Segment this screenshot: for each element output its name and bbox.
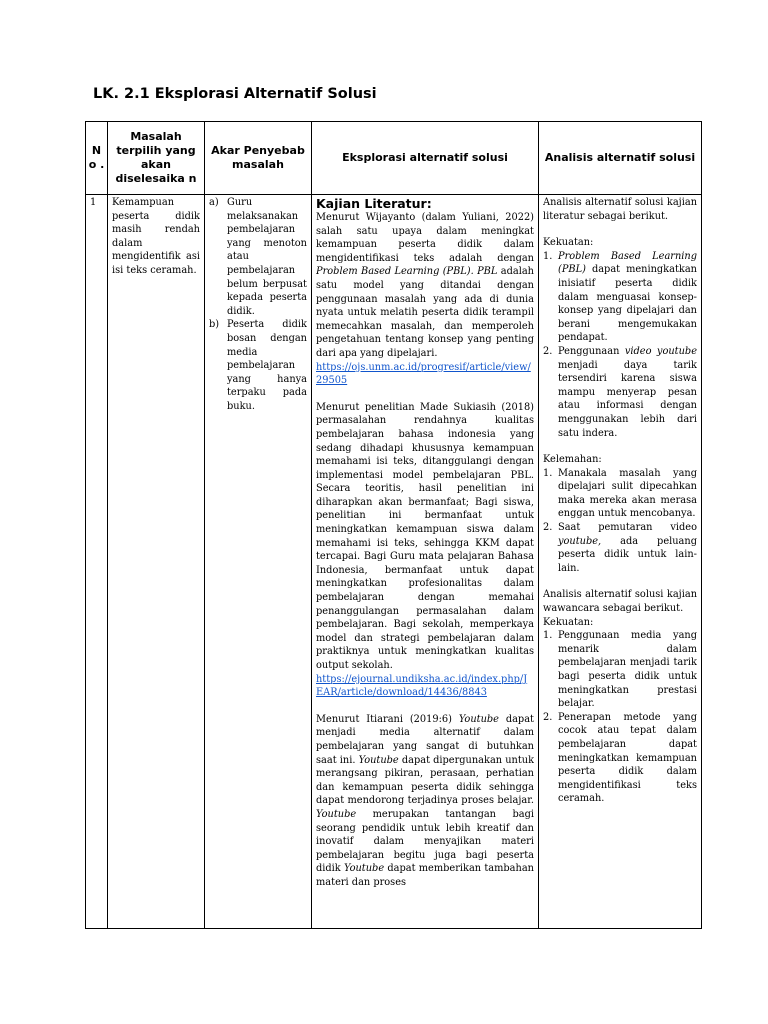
link-ojs-unm[interactable]: https://ojs.unm.ac.id/progresif/article/view/29505 (316, 361, 531, 387)
akar-text: Peserta didik bosan dengan media pembelajaran yang hanya terpaku pada buku. (227, 319, 307, 412)
header-analisis: Analisis alternatif solusi (539, 122, 702, 195)
kekuatan-label-2: Kekuatan: (543, 616, 594, 628)
kekuatan-label: Kekuatan: (543, 237, 594, 249)
kelemahan-label: Kelemahan: (543, 454, 602, 466)
paragraph-sukiasih: Menurut penelitian Made Sukiasih (2018) permasalahan rendahnya kualitas pembelajaran bahasa indonesia yang sedang dihadapi khususnya kemampuan memahami isi teks, ditanggulangi dengan implementasi model pembelajaran PBL. Secara teoritis, hasil penelitian ini diharapkan akan bermanfaat; Bagi siswa, penelitian ini bermanfaat untuk meningkatkan kemampuan siswa dalam memahami isi teks, sehingga KKM dapat tercapai. Bagi Guru mata pelajaran Bahasa Indonesia, bermanfaat untuk dapat meningkatkan profesionalitas dalam pembelajaran dengan memahai penanggulangan permasalahan dalam pembelajaran. Bagi sekolah, memperkaya model dan strategi pembelajaran dalam praktiknya untuk meningkatkan kualitas output sekolah. (316, 401, 534, 671)
akar-text: Guru melaksanakan pembelajaran yang menoton atau pembelajaran belum berpusat kepada peserta didik. (227, 197, 307, 317)
analisis-intro-literatur: Analisis alternatif solusi kajian literatur sebagai berikut. (543, 197, 697, 222)
analisis-intro-wawancara: Analisis alternatif solusi kajian wawancara sebagai berikut. (543, 589, 697, 615)
list-item: 2. Saat pemutaran video youtube, ada peluang peserta didik untuk lain-lain. (543, 522, 697, 574)
header-row (86, 122, 702, 195)
list-item: 1. Manakala masalah yang dipelajari sulit dipecahkan maka mereka akan merasa enggan untuk mencobanya. (543, 467, 697, 520)
kajian-heading: Kajian Literatur: (316, 196, 432, 211)
list-item: 1. Penggunaan media yang menarik dalam pembelajaran menjadi tarik bagi peserta didik untuk meningkatkan prestasi belajar. (543, 630, 697, 710)
link-ejournal-undiksha[interactable]: https://ejournal.undiksha.ac.id/index.php/JEAR/article/download/14436/8843 (316, 673, 528, 699)
paragraph-itiarani: Menurut Itiarani (2019:6) Youtube dapat menjadi media alternatif dalam pembelajaran yang sangat di butuhkan saat ini. Youtube dapat dipergunakan untuk merangsang pikiran, perasaan, perhatian dan kemampuan peserta didik sehingga dapat mendorong terjadinya proses belajar. Youtube merupakan tantangan bagi seorang pendidik untuk lebih kreatif dan inovatif dalam menyajikan materi pembelajaran begitu juga bagi peserta didik Youtube dapat memberikan tambahan materi dan proses (316, 713, 534, 888)
list-item: 2. Penggunaan video youtube menjadi daya tarik tersendiri karena siswa mampu menyerap pesan atau informasi dengan menggunakan lebih dari satu indera. (543, 345, 697, 439)
paragraph-wijayanto: Menurut Wijayanto (dalam Yuliani, 2022) salah satu upaya dalam meningkat kemampuan peserta didik dalam mengidentifikasi teks adalah dengan Problem Based Learning (PBL). PBL adalah satu model yang ditandai dengan penggunaan masalah yang ada di dunia nyata untuk melatih peserta didik terampil memecahkan masalah, dan memperoleh pengetahuan tentang konsep yang penting dari apa yang dipelajari. (316, 212, 534, 359)
cell-masalah: Kemampuan peserta didik masih rendah dalam mengidentifik asi isi teks ceramah. (108, 195, 205, 929)
table-row (86, 195, 702, 929)
header-eksplorasi: Eksplorasi alternatif solusi (312, 122, 539, 195)
page-title: LK. 2.1 Eksplorasi Alternatif Solusi (93, 86, 377, 102)
kekuatan-literatur-list (543, 250, 697, 440)
kekuatan-wawancara-list (543, 629, 697, 806)
list-item: 2. Penerapan metode yang cocok atau tepat dalam pembelajaran dapat meningkatkan kemampuan peserta didik dalam mengidentifikasi teks ceramah. (543, 711, 697, 805)
kelemahan-list (543, 467, 697, 576)
akar-list (209, 196, 307, 414)
akar-marker: b) (209, 319, 220, 331)
cell-no: 1 (86, 195, 108, 929)
cell-eksplorasi (312, 195, 539, 929)
cell-akar (205, 195, 312, 929)
list-item (209, 318, 307, 413)
header-masalah: Masalah terpilih yang akan diselesaika n (108, 122, 205, 195)
header-no: N o . (86, 122, 108, 195)
header-akar: Akar Penyebab masalah (205, 122, 312, 195)
list-item (209, 196, 307, 318)
cell-analisis (539, 195, 702, 929)
list-item: 1. Problem Based Learning (PBL) dapat meningkatkan inisiatif peserta didik dalam menguasai konsep-konsep yang dipelajari dan berani mengemukakan pendapat. (543, 250, 697, 344)
akar-marker: a) (209, 197, 219, 208)
solution-table (85, 121, 702, 929)
